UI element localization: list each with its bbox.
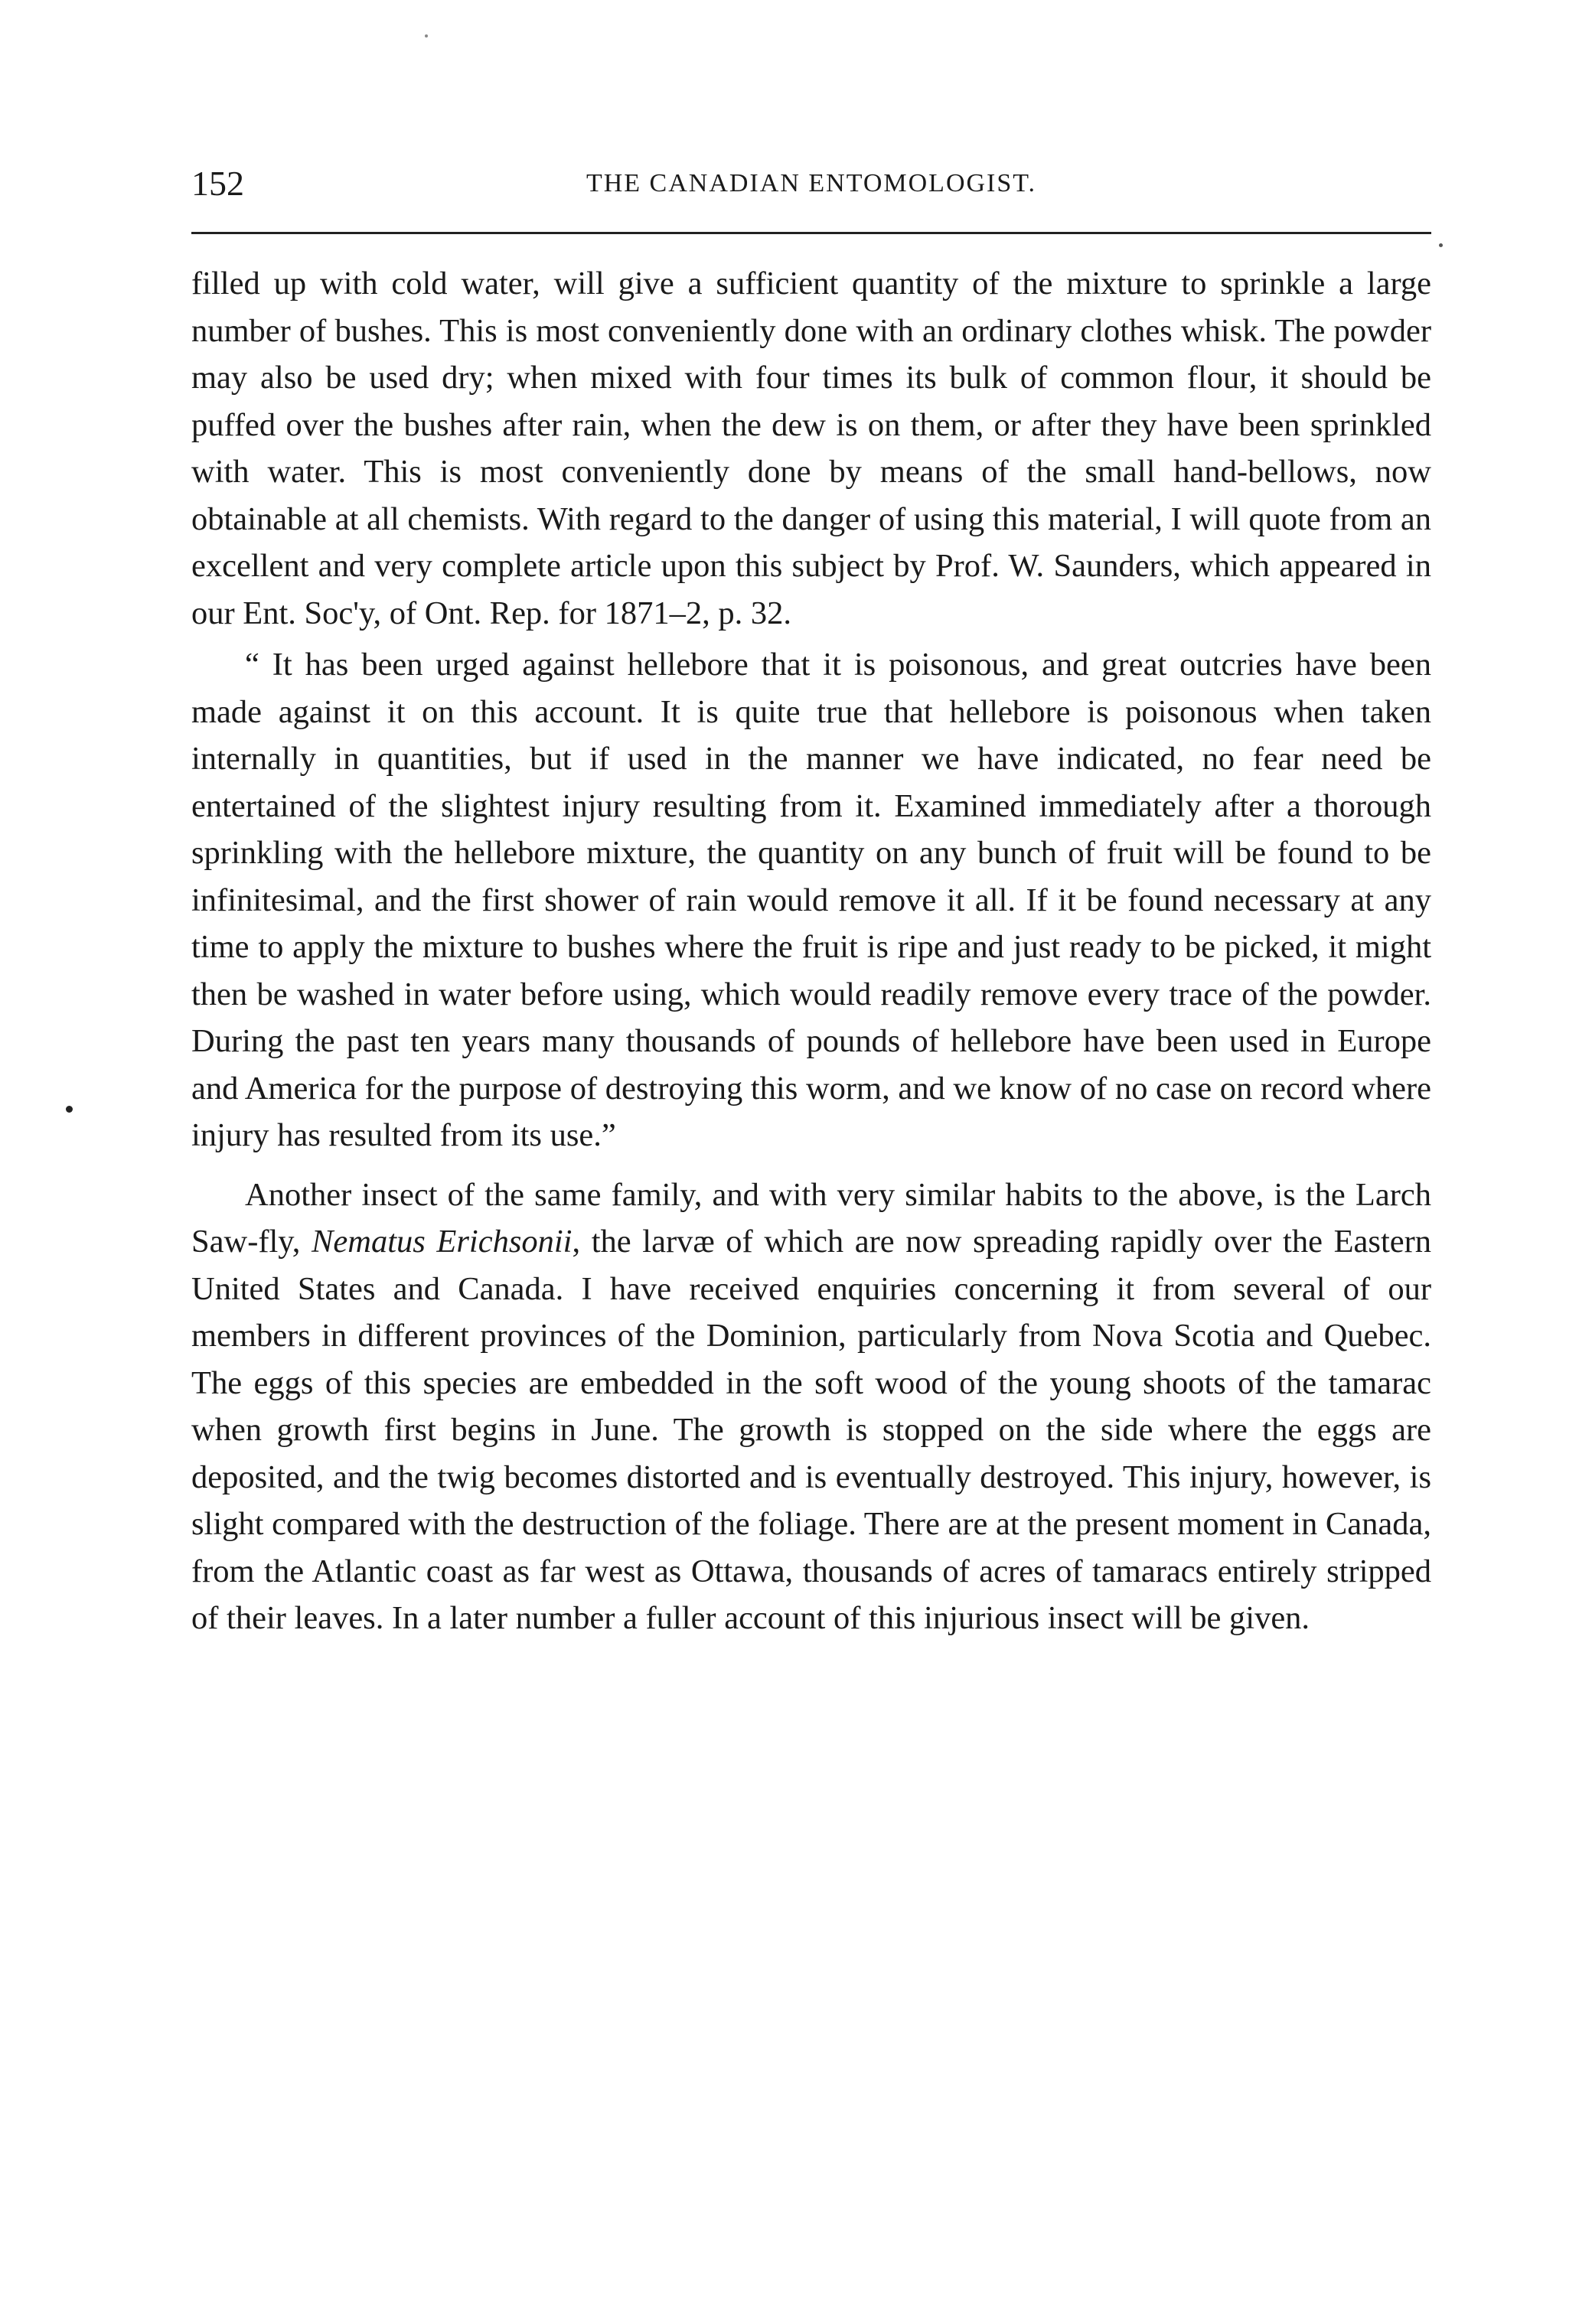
margin-dot: [66, 1106, 73, 1113]
paragraph-text: , the larvæ of which are now spreading rapidly over the Eastern United States and Canada. I have received enquiries concerning it from several of our members in different provinces of the Dominion, particularly from Nova Scotia and Quebec. The eggs of this species are embedded in the soft wood of the young shoots of the tamarac when growth first begins in June. The growth is stopped on the side where the eggs are deposited, and the twig becomes distorted and is eventually destroyed. This injury, however, is slight compared with the destruction of the foliage. There are at the present moment in Canada, from the Atlantic coast as far west as Ottawa, thousands of acres of tamaracs entirely stripped of their leaves. In a later number a fuller account of this injurious insect will be given.: [191, 1224, 1432, 1636]
printer-speck: [425, 34, 428, 37]
printer-speck: [1439, 243, 1443, 247]
species-name: Nematus Erichsonii: [312, 1224, 573, 1260]
paragraph-quotation: “ It has been urged against hellebore that it is poisonous, and great outcries have been made against it on this account. It is quite true that hellebore is poisonous when taken internally in quantities, but if used in the manner we have indicated, no fear need be entertained of the slightest injury resulting from it. Examined immediately after a thorough sprinkling with the hellebore mixture, the quantity on any bunch of fruit will be found to be infinitesimal, and the first shower of rain would remove it all. If it be found necessary at any time to apply the mixture to bushes where the fruit is ripe and just ready to be picked, it might then be washed in water before using, which would readily remove every trace of the powder. During the past ten years many thousands of pounds of hellebore have been used in Europe and America for the purpose of destroying this worm, and we know of no case on record where injury has resulted from its use.”: [191, 647, 1431, 1153]
paragraph-larch-sawfly: [191, 1172, 1431, 1642]
paragraph-text: Another insect of the same family, and with very similar habits to the above, is the Larch Saw-fly,: [191, 1176, 1431, 1260]
page-number: 152: [191, 164, 244, 203]
body-text: [191, 260, 1431, 1642]
journal-title: THE CANADIAN ENTOMOLOGIST.: [586, 169, 1037, 197]
header-rule: [191, 232, 1431, 234]
paragraph-continuation: filled up with cold water, will give a sufficient quantity of the mixture to sprinkle a large number of bushes. This is most conveniently done with an ordinary clothes whisk. The powder may also be used dry; when mixed with four times its bulk of common flour, it should be puffed over the bushes after rain, when the dew is on them, or after they have been sprinkled with water. This is most conveniently done by means of the small hand-bellows, now obtainable at all chemists. With regard to the danger of using this material, I will quote from an excellent and very complete article upon this subject by Prof. W. Saunders, which appeared in our Ent. Soc'y, of Ont. Rep. for 1871–2, p. 32.: [191, 266, 1431, 631]
running-head: [191, 161, 1431, 207]
